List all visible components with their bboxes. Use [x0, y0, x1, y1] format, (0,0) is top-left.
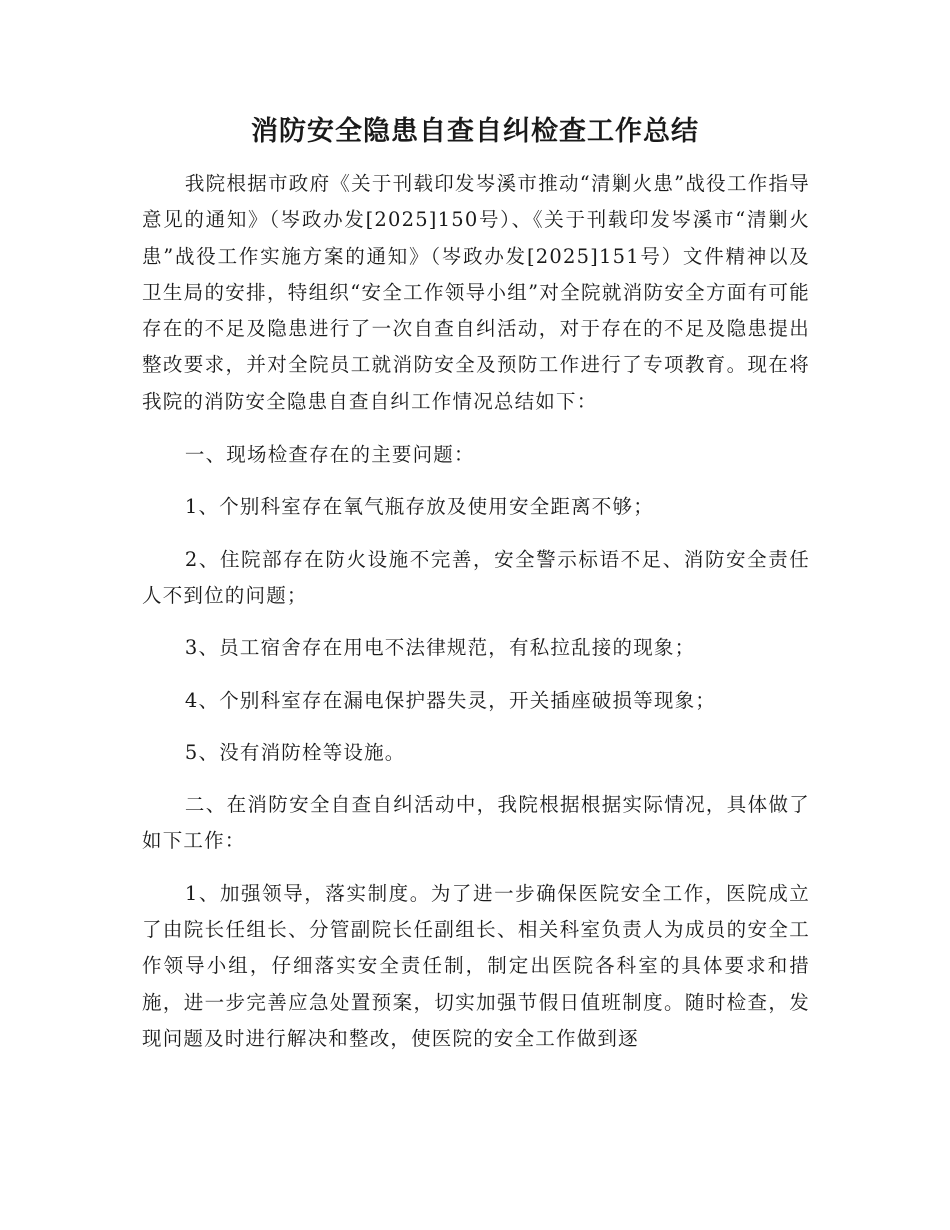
section1-item-3: 3、员工宿舍存在用电不法律规范，有私拉乱接的现象； [184, 636, 696, 660]
section1-item-1: 1、个别科室存在氧气瓶存放及使用安全距离不够； [184, 495, 654, 519]
intro-paragraph: 我院根据市政府《关于刊载印发岑溪市推动“清剿火患”战役工作指导意见的通知》（岑政办发[2025]150号）、《关于刊载印发岑溪市“清剿火患”战役工作实施方案的通知》（岑政办发[2025]151号）文件精神以及卫生局的安排，特组织“安全工作领导小组”对全院就消防安全方面有可能存在的不足及隐患进行了一次自查自纠活动，对于存在的不足及隐患提出整改要求，并对全院员工就消防安全及预防工作进行了专项教育。现在将我院的消防安全隐患自查自纠工作情况总结如下： [142, 172, 810, 413]
section1-item-2: 2、住院部存在防火设施不完善，安全警示标语不足、消防安全责任人不到位的问题； [142, 547, 810, 607]
section2-item-1: 1、加强领导，落实制度。为了进一步确保医院安全工作，医院成立了由院长任组长、分管副院长任副组长、相关科室负责人为成员的安全工作领导小组，仔细落实安全责任制，制定出医院各科室的具体要求和措施，进一步完善应急处置预案，切实加强节假日值班制度。随时检查，发现问题及时进行解决和整改，使医院的安全工作做到逐 [142, 881, 810, 1050]
section2-heading: 二、在消防安全自查自纠活动中，我院根据根据实际情况，具体做了如下工作： [142, 793, 810, 853]
section1-item-4: 4、个别科室存在漏电保护器失灵，开关插座破损等现象； [184, 688, 716, 712]
section1-item-5: 5、没有消防栓等设施。 [184, 740, 406, 764]
document-body [142, 166, 810, 1057]
document-title: 消防安全隐患自查自纠检查工作总结 [251, 116, 699, 147]
section1-heading: 一、现场检查存在的主要问题： [184, 443, 475, 467]
